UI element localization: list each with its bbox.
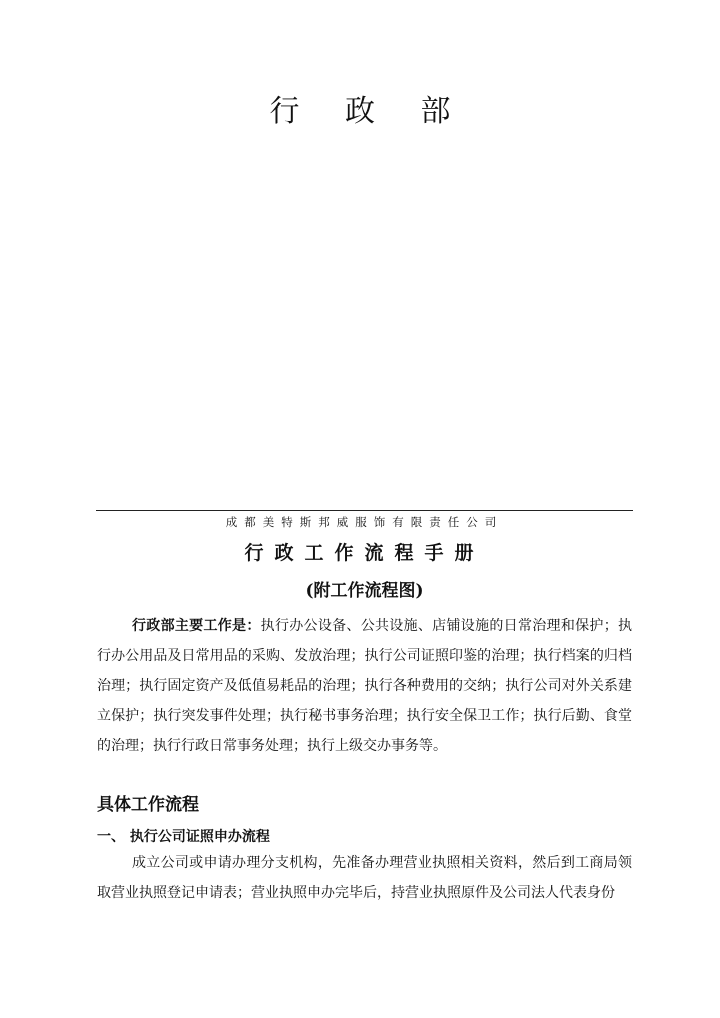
manual-title: 行政工作流程手册 [244,542,485,564]
header-divider [96,510,633,511]
page-title: 行 政 部 [269,94,469,129]
section-heading: 具体工作流程 [97,795,199,815]
intro-text: 执行办公设备、公共设施、店铺设施的日常治理和保护；执行办公用品及日常用品的采购、发放治理；执行公司证照印鉴的治理；执行档案的归档治理；执行固定资产及低值易耗品的治理；执行各种费用的交纳；执行公司对外关系建立保护；执行突发事件处理；执行秘书事务治理；执行安全保卫工作；执行后勤、食堂的治理；执行行政日常事务处理；执行上级交办事务等。 [97,618,633,754]
intro-lead: 行政部主要工作是： [132,618,261,634]
company-name: 成都美特斯邦威服饰有限责任公司 [225,515,504,529]
manual-subtitle: (附工作流程图) [305,581,424,601]
section-paragraph: 成立公司或申请办理分支机构，先准备办理营业执照相关资料，然后到工商局领取营业执照登记申请表；营业执照申办完毕后，持营业执照原件及公司法人代表身份 [97,855,632,901]
subsection-heading: 一、 执行公司证照申办流程 [97,829,270,845]
intro-paragraph [97,611,632,761]
